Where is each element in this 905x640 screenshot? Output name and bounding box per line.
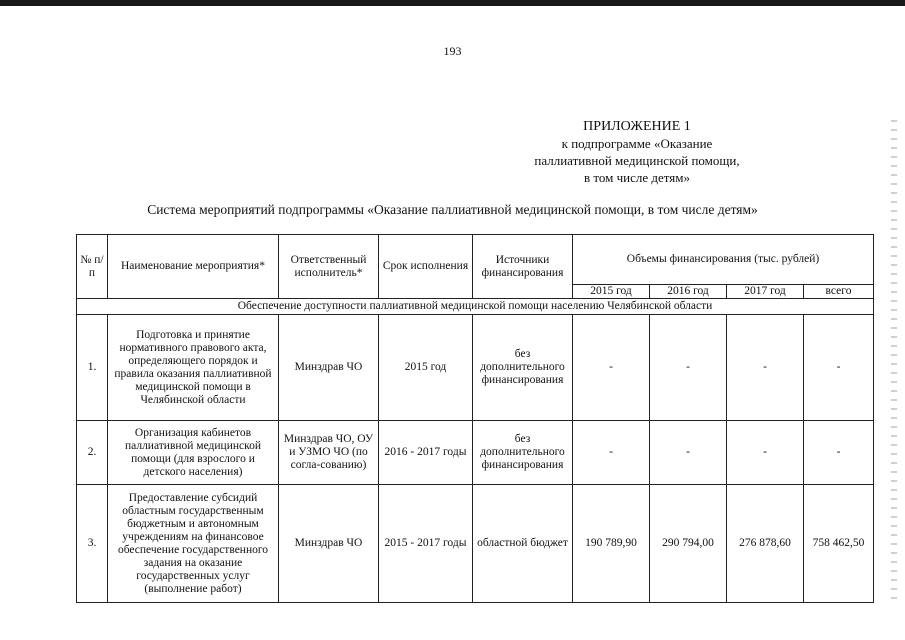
row-total: -: [804, 421, 874, 485]
header-source: Источники финансирования: [473, 235, 573, 299]
header-year-2015: 2015 год: [573, 285, 650, 299]
row-executor: Минздрав ЧО: [279, 485, 379, 603]
row-source: областной бюджет: [473, 485, 573, 603]
header-year-2016: 2016 год: [650, 285, 727, 299]
row-name: Подготовка и принятие нормативного правового акта, определяющего порядок и правила оказания паллиативной медицинской помощи в Челябинской области: [108, 315, 279, 421]
row-name: Предоставление субсидий областным государственным бюджетным и автономным учреждениям на финансовое обеспечение государственного задания на оказание государственных услуг (выполнение работ): [108, 485, 279, 603]
row-total: 758 462,50: [804, 485, 874, 603]
header-funding: Объемы финансирования (тыс. рублей): [573, 235, 874, 285]
row-executor: Минздрав ЧО, ОУ и УЗМО ЧО (по согла-сованию): [279, 421, 379, 485]
table-row: [77, 315, 874, 421]
table-row: [77, 485, 874, 603]
table-row: [77, 421, 874, 485]
row-term: 2016 - 2017 годы: [379, 421, 473, 485]
table-header-row: [77, 235, 874, 285]
appendix-line-1: к подпрограмме «Оказание: [561, 136, 713, 151]
appendix-block: [487, 118, 787, 186]
appendix-heading: ПРИЛОЖЕНИЕ 1: [583, 119, 691, 134]
row-2015: -: [573, 421, 650, 485]
header-term: Срок исполнения: [379, 235, 473, 299]
row-2015: -: [573, 315, 650, 421]
row-2016: -: [650, 421, 727, 485]
row-num: 3.: [77, 485, 108, 603]
row-source: без дополнительного финансирования: [473, 315, 573, 421]
header-num: № п/п: [77, 235, 108, 299]
row-executor: Минздрав ЧО: [279, 315, 379, 421]
row-source: без дополнительного финансирования: [473, 421, 573, 485]
row-2016: -: [650, 315, 727, 421]
row-term: 2015 - 2017 годы: [379, 485, 473, 603]
measures-table: [76, 234, 874, 603]
row-term: 2015 год: [379, 315, 473, 421]
header-total: всего: [804, 285, 874, 299]
page-number: 193: [443, 44, 462, 58]
row-2017: -: [727, 421, 804, 485]
header-name: Наименование мероприятия*: [108, 235, 279, 299]
row-num: 1.: [77, 315, 108, 421]
row-total: -: [804, 315, 874, 421]
document-title: Система мероприятий подпрограммы «Оказание паллиативной медицинской помощи, в том числе детям»: [147, 202, 758, 217]
scan-top-edge: [0, 0, 905, 6]
scan-side-artifact: [891, 120, 897, 600]
row-name: Организация кабинетов паллиативной медицинской помощи (для взрослого и детского населения): [108, 421, 279, 485]
section-title: Обеспечение доступности паллиативной медицинской помощи населению Челябинской области: [77, 299, 874, 315]
row-2016: 290 794,00: [650, 485, 727, 603]
row-2017: 276 878,60: [727, 485, 804, 603]
appendix-line-3: в том числе детям»: [584, 170, 690, 185]
appendix-line-2: паллиативной медицинской помощи,: [534, 153, 740, 168]
row-num: 2.: [77, 421, 108, 485]
row-2015: 190 789,90: [573, 485, 650, 603]
section-row: [77, 299, 874, 315]
header-executor: Ответственный исполнитель*: [279, 235, 379, 299]
header-year-2017: 2017 год: [727, 285, 804, 299]
row-2017: -: [727, 315, 804, 421]
